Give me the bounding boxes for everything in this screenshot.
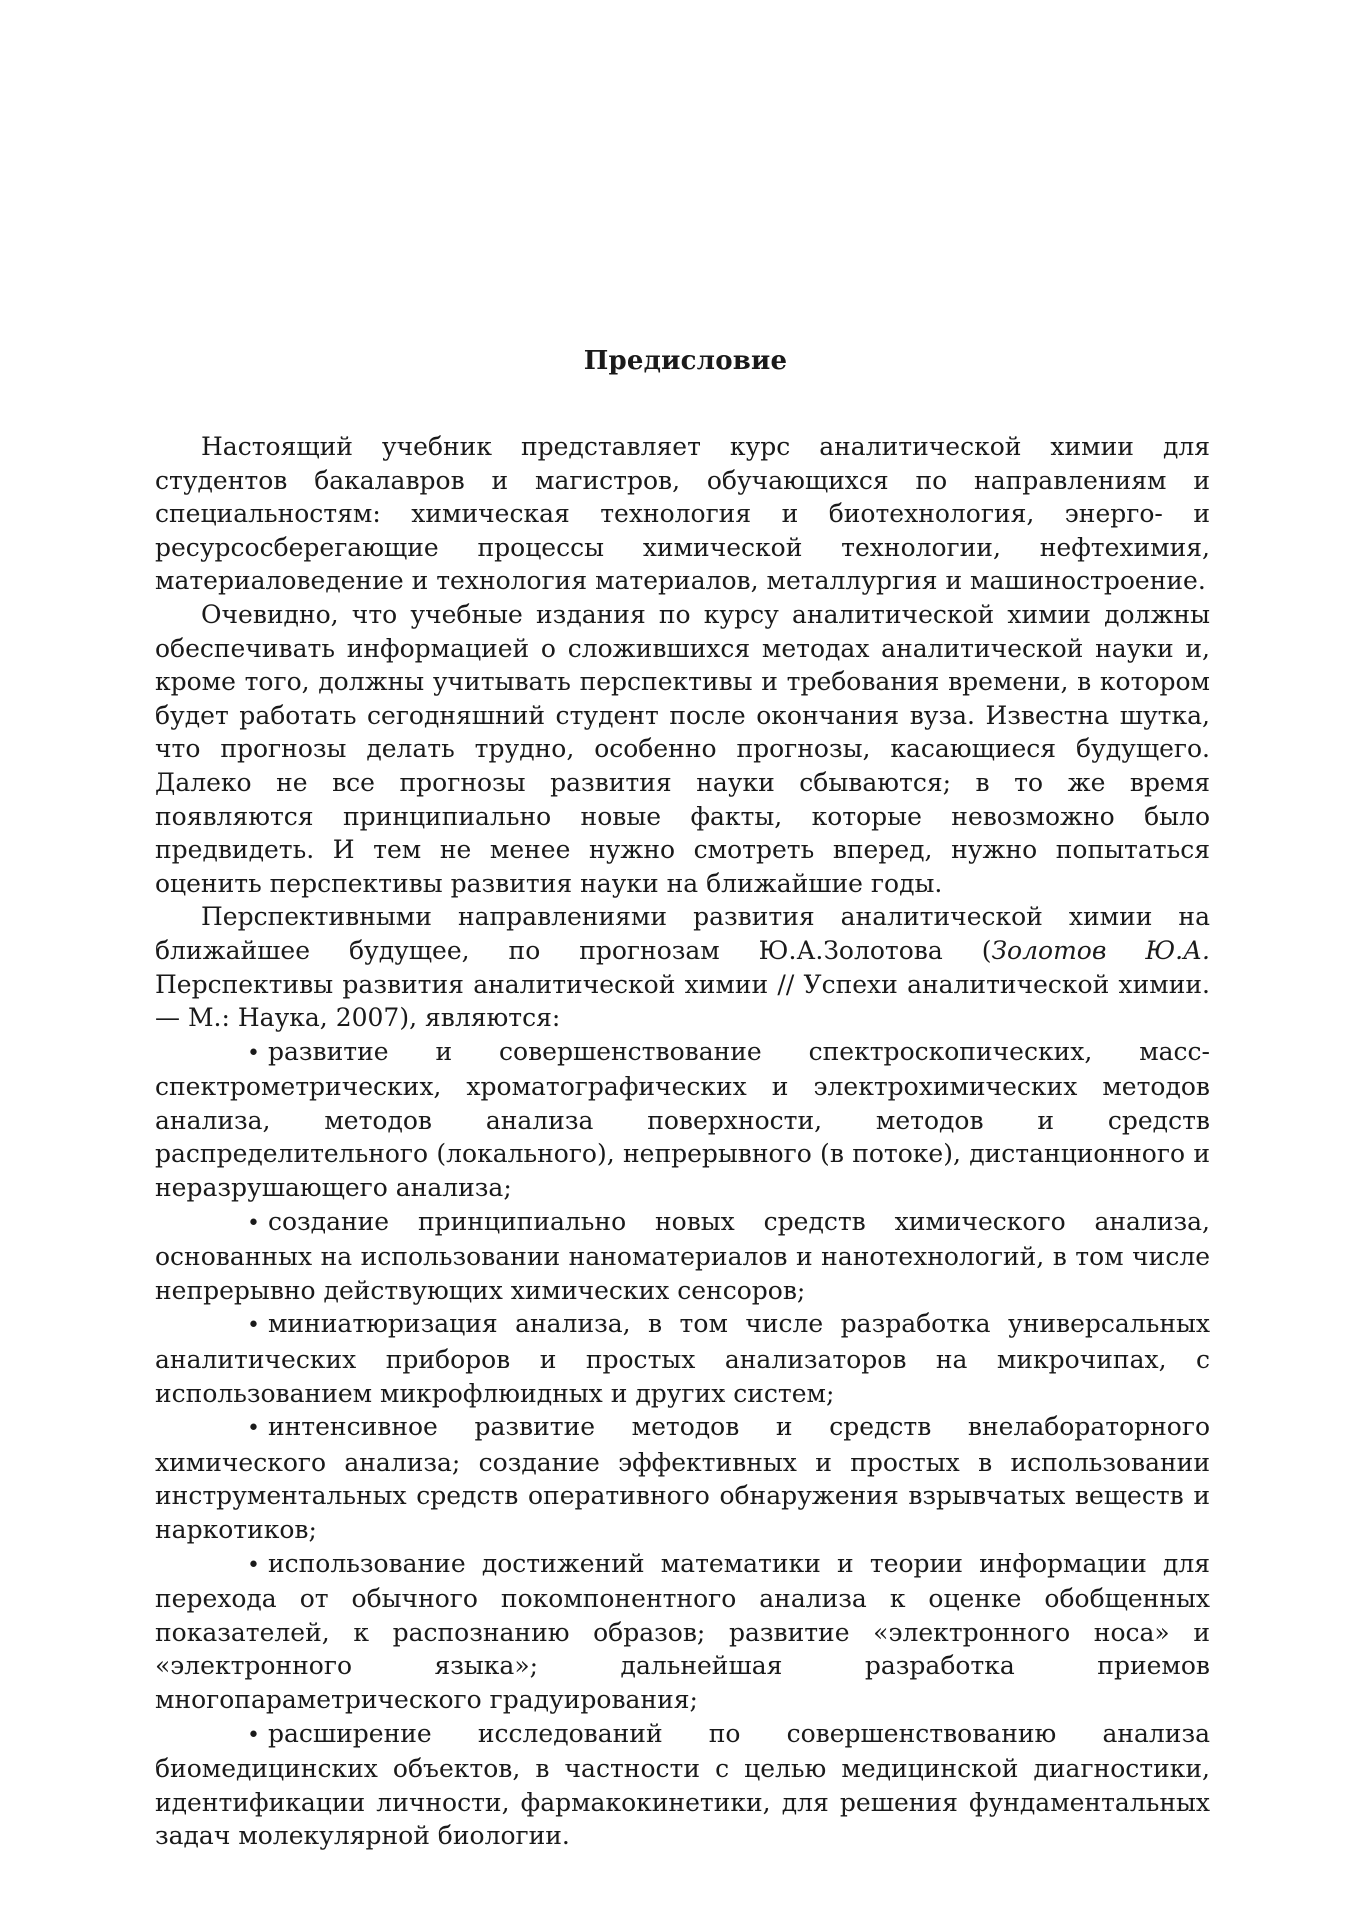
list-item-text: создание принципиально новых средств химического анализа, основанных на использовании наноматериалов и нанотехнологий, в том числе непрерывно действующих химических сенсоров; bbox=[155, 1206, 1210, 1305]
list-item bbox=[155, 1547, 1210, 1717]
paragraph: Настоящий учебник представляет курс аналитической химии для студентов бакалавров и магистров, обучающихся по направлениям и специальностям: химическая технология и биотехнология, энерго- и ресурсосберегающие процессы химической технологии, нефтехимия, материаловедение и технология материалов, металлургия и машиностроение. bbox=[155, 432, 1210, 596]
bullet-icon: • bbox=[247, 1552, 260, 1578]
bullet-icon: • bbox=[247, 1416, 260, 1442]
paragraph: Очевидно, что учебные издания по курсу аналитической химии должны обеспечивать информацией о сложившихся методах аналитической науки и, кроме того, должны учитывать перспективы и требования времени, в котором будет работать сегодняшний студент после окончания вуза. Известна шутка, что прогнозы делать трудно, особенно прогнозы, касающиеся будущего. Далеко не все прогнозы развития науки сбываются; в то же время появляются принципиально новые факты, которые невозможно было предвидеть. И тем не менее нужно смотреть вперед, нужно попытаться оценить перспективы развития науки на ближайшие годы. bbox=[155, 599, 1210, 898]
list-item-text: развитие и совершенствование спектроскопических, масс-спектрометрических, хроматографических и электрохимических методов анализа, методов анализа поверхности, методов и средств распределительного (локального), непрерывного (в потоке), дистанционного и неразрушающего анализа; bbox=[155, 1036, 1210, 1203]
list-item-text: использование достижений математики и теории информации для перехода от обычного покомпонентного анализа к оценке обобщенных показателей, к распознанию образов; развитие «электронного носа» и «электронного языка»; дальнейшая разработка приемов многопараметрического градуирования; bbox=[155, 1548, 1210, 1714]
intro-text-before: Перспективными направлениями развития аналитической химии на ближайшее будущее, по прогнозам Ю.А.Золотова ( bbox=[155, 902, 1210, 965]
list-item bbox=[155, 1205, 1210, 1308]
list-item-text: расширение исследований по совершенствованию анализа биомедицинских объектов, в частности с целью медицинской диагностики, идентификации личности, фармакокинетики, для решения фундаментальных задач молекулярной биологии. bbox=[155, 1718, 1210, 1851]
list-item-text: миниатюризация анализа, в том числе разработка универсальных аналитических приборов и простых анализаторов на микрочипах, с использованием микрофлюидных и других систем; bbox=[155, 1309, 1210, 1408]
bullet-icon: • bbox=[247, 1040, 260, 1066]
list-item bbox=[155, 1410, 1210, 1546]
preface-body bbox=[155, 430, 1210, 1853]
intro-paragraph bbox=[155, 900, 1210, 1034]
bullet-icon: • bbox=[247, 1313, 260, 1339]
intro-text-after: Перспективы развития аналитической химии // Успехи аналитической химии. — М.: Наука, 2007), являются: bbox=[155, 969, 1210, 1033]
list-item-text: интенсивное развитие методов и средств внелабораторного химического анализа; создание эффективных и простых в использовании инструментальных средств оперативного обнаружения взрывчатых веществ и наркотиков; bbox=[155, 1412, 1210, 1544]
list-item bbox=[155, 1035, 1210, 1205]
citation-author: Золотов Ю.А. bbox=[991, 935, 1211, 965]
list-item bbox=[155, 1717, 1210, 1853]
bullet-icon: • bbox=[247, 1210, 260, 1236]
list-item bbox=[155, 1307, 1210, 1410]
page-title: Предисловие bbox=[583, 346, 788, 376]
bullet-icon: • bbox=[247, 1722, 260, 1748]
